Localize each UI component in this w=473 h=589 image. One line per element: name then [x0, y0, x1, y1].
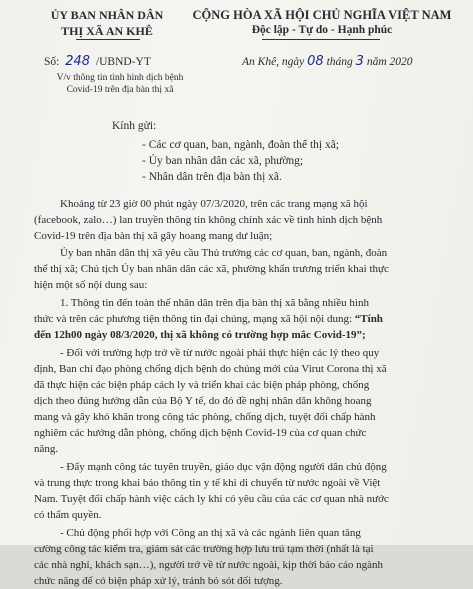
subject-block [40, 72, 200, 96]
body-line-bold: đến 12h00 ngày 08/3/2020, thị xã không có trường hợp mắc Covid-19”; [34, 329, 366, 341]
recipients-list [142, 137, 339, 185]
body-line [34, 312, 383, 327]
body-line: - Đối với trường hợp trở về từ nước ngoài phải thực hiện các lý theo quy [60, 347, 380, 359]
body-line: mang và gây khó khăn trong công tác phòng, chống dịch, tuyệt đối chấp hành [34, 411, 376, 423]
org-underline [76, 39, 140, 40]
recipient-item: - Các cơ quan, ban, ngành, đoàn thể thị xã; [142, 139, 340, 151]
document-date [242, 54, 413, 69]
body-line: hiện một số nội dung sau: [34, 279, 148, 291]
body-line: - Đẩy mạnh công tác tuyên truyền, giáo dục vận động người dân chủ động [60, 461, 387, 473]
national-title: CỘNG HÒA XÃ HỘI CHỦ NGHĨA VIỆT NAM [192, 8, 452, 22]
body-line: (facebook, zalo…) lan truyền thông tin không chính xác về tình hình dịch bệnh [34, 214, 383, 226]
subject-line1: V/v thông tin tình hình dịch bệnh [56, 73, 184, 83]
body-text-bold: “Tính [354, 313, 383, 325]
motto-underline [262, 39, 380, 40]
date-day: 08 [307, 54, 324, 69]
body-line: năng. [34, 443, 59, 455]
body-line: các nhà nghỉ, khách sạn…), người trở về từ nước ngoài, kịp thời báo cáo ngành [34, 559, 384, 571]
body-line: đã thực hiện các biện pháp cách ly và triển khai các biện pháp phòng, chống [34, 379, 370, 391]
date-month-label: tháng [326, 56, 353, 68]
body-line: 1. Thông tin đến toàn thể nhân dân trên địa bàn thị xã bằng nhiều hình [60, 297, 369, 309]
number-prefix: Số: [44, 56, 60, 68]
body-line: thể thị xã; Chủ tịch Ủy ban nhân dân các xã, phường khẩn trương triển khai thực [34, 263, 389, 275]
org-name-line2: THỊ XÃ AN KHÊ [61, 24, 153, 38]
body-line: Covid-19 trên địa bàn thị xã gây hoang mang dư luận; [34, 230, 273, 242]
date-place: An Khê, ngày [242, 56, 305, 68]
body-line: có thẩm quyền. [34, 509, 102, 521]
body-line: Khoảng từ 23 giờ 00 phút ngày 07/3/2020, trên các trang mạng xã hội [60, 198, 368, 210]
body-line: Nam. Tuyệt đối chấp hành việc cách ly khi có yêu cầu của các cơ quan nhà nước [34, 493, 389, 505]
national-motto: Độc lập - Tự do - Hạnh phúc [251, 24, 393, 36]
number-suffix: /UBND-YT [95, 56, 151, 68]
recipient-item: - Nhân dân trên địa bàn thị xã. [142, 171, 282, 183]
subject-line2: Covid-19 trên địa bàn thị xã [66, 85, 174, 95]
body-text: thức và trên các phương tiện thông tin đại chúng, mạng xã hội nội dung: [34, 313, 353, 325]
recipients-label: Kính gửi: [112, 120, 157, 132]
date-year: năm 2020 [366, 56, 413, 68]
document-number [44, 54, 151, 69]
body-line: nghiêm các hướng dẫn phòng, chống dịch bệnh Covid-19 của cơ quan chức [34, 427, 367, 439]
body-line: Ủy ban nhân dân thị xã yêu cầu Thủ trưởng các cơ quan, ban, ngành, đoàn [60, 247, 388, 259]
body-line: và trung thực trong khai báo thông tin y tế khi di chuyển từ nước ngoài về Việt [34, 477, 381, 489]
body-line: - Chủ động phối hợp với Công an thị xã và các ngành liên quan tăng [60, 527, 361, 539]
number-handwritten: 248 [65, 54, 91, 69]
body-line: cường công tác kiểm tra, giám sát các trường hợp lưu trú tạm thời (nhất là tại [34, 543, 374, 555]
body-line: chức năng để có biện pháp xử lý, tránh bỏ sót đối tượng. [34, 575, 283, 587]
recipient-item: - Ủy ban nhân dân các xã, phường; [142, 155, 304, 167]
body-line: dịch theo đúng hướng dẫn của Bộ Y tế, do đó đề nghị nhân dân không hoang [34, 395, 372, 407]
org-name-line1: ỦY BAN NHÂN DÂN [50, 8, 164, 22]
date-month: 3 [355, 54, 364, 69]
body-line: định, Ban chỉ đạo phòng chống dịch bệnh do chủng mới của Virut Corona thị xã [34, 363, 387, 375]
